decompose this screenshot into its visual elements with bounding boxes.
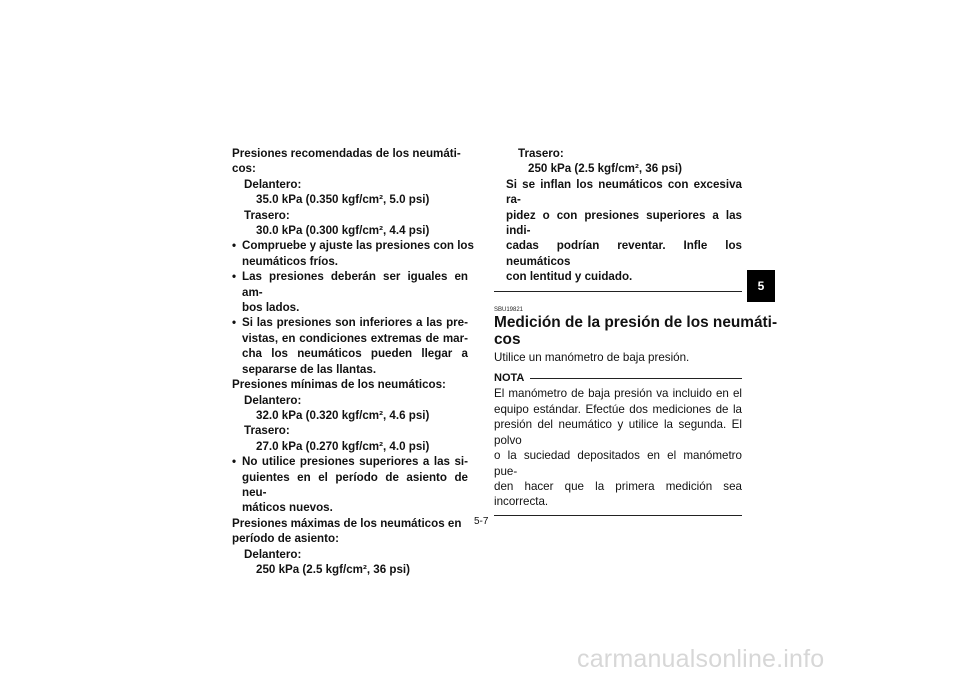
warning-text: Si se inflan los neumáticos con excesiva ra- [506,177,742,207]
bullet-text: Si las presiones son inferiores a las pre- [242,316,468,330]
note-text: El manómetro de baja presión va incluido en el [494,387,742,401]
bullet-text: máticos nuevos. [242,501,333,515]
page-number: 5-7 [474,516,489,527]
rear-label: Trasero: [244,208,290,222]
warning-text: pidez o con presiones superiores a las indi- [506,208,742,238]
bullet-text: vistas, en condiciones extremas de mar- [242,331,468,345]
bullet-text: bos lados. [242,301,300,315]
minimum-pressures-title: Presiones mínimas de los neumáticos: [232,378,446,392]
front-recommended-value: 35.0 kPa (0.350 kgf/cm², 5.0 psi) [256,193,430,207]
intro-text: Utilice un manómetro de baja presión. [494,350,690,364]
bullet-item [232,269,468,315]
bullet-text: Las presiones deberán ser iguales en am- [242,270,468,299]
bullet-text: separarse de las llantas. [242,362,377,376]
rear-maximum-value: 250 kPa (2.5 kgf/cm², 36 psi) [528,162,683,176]
front-maximum-value: 250 kPa (2.5 kgf/cm², 36 psi) [256,562,411,576]
note-text: equipo estándar. Efectúe dos mediciones de la [494,402,742,416]
bullet-icon: • [232,316,237,330]
bullet-text: cha los neumáticos pueden llegar a [242,347,468,361]
bullet-item [232,315,468,377]
section-heading: Medición de la presión de los neumáti- [494,313,778,331]
front-minimum-value: 32.0 kPa (0.320 kgf/cm², 4.6 psi) [256,408,430,422]
section-code: SBU19821 [494,306,524,313]
bullet-text: guientes en el período de asiento de neu- [242,470,468,499]
recommended-pressures-title: Presiones recomendadas de los neumáti- [232,147,461,160]
note-rule [530,378,742,379]
rear-label: Trasero: [244,424,290,438]
front-label: Delantero: [244,393,302,407]
warning-text: con lentitud y cuidado. [506,270,633,284]
bullet-text: Compruebe y ajuste las presiones con los [242,239,474,253]
note-text: presión del neumático y utilice la segunda. El polvo [494,418,742,447]
bullet-icon: • [232,239,237,253]
bullet-icon: • [232,270,237,284]
bullet-icon: • [232,455,237,469]
note-label: NOTA [494,372,525,385]
front-label: Delantero: [244,547,302,561]
rear-recommended-value: 30.0 kPa (0.300 kgf/cm², 4.4 psi) [256,224,430,238]
bullet-text: No utilice presiones superiores a las si- [242,455,468,469]
warning-text: cadas podrían reventar. Infle los neumáticos [506,239,742,268]
bullet-item [232,238,474,269]
right-column [494,146,778,516]
maximum-pressures-title: Presiones máximas de los neumáticos en [232,516,462,530]
note-text: o la suciedad depositados en el manómetro pue- [494,449,742,478]
rear-minimum-value: 27.0 kPa (0.270 kgf/cm², 4.0 psi) [256,439,430,453]
bullet-item [232,454,468,516]
recommended-pressures-title-cont: cos: [232,162,256,176]
watermark: carmanualsonline.info [577,645,825,673]
left-column [232,146,474,577]
maximum-pressures-title-cont: período de asiento: [232,532,339,546]
bullet-text: neumáticos fríos. [242,254,338,268]
note-text: den hacer que la primera medición sea incorrecta. [494,479,742,509]
note-header [494,371,742,386]
section-heading-cont: cos [494,330,521,348]
warning-end-rule [494,291,742,292]
note-end-rule [494,515,742,516]
front-label: Delantero: [244,177,302,191]
rear-label: Trasero: [518,147,564,160]
chapter-tab: 5 [747,270,775,302]
